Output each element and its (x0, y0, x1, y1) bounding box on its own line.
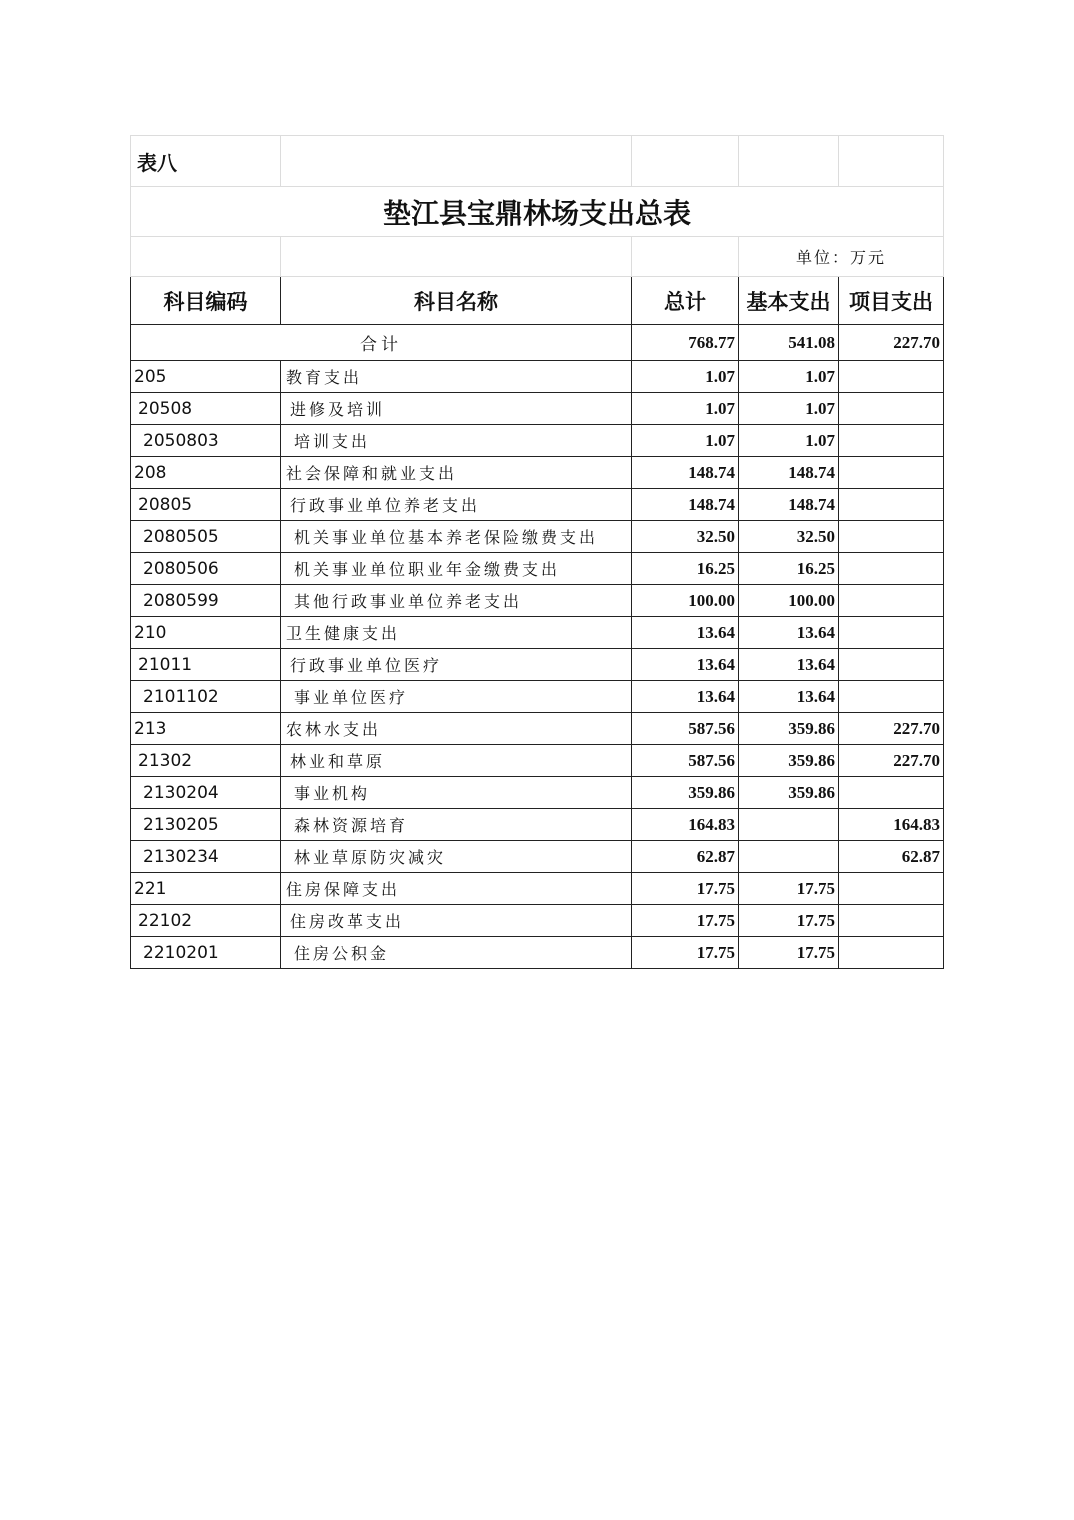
total-amount-cell: 148.74 (632, 489, 739, 521)
header-total: 总计 (632, 277, 739, 325)
basic-amount-cell (739, 841, 839, 873)
basic-amount-cell: 13.64 (739, 681, 839, 713)
account-code-cell: 210 (131, 617, 281, 649)
table-row (131, 681, 944, 713)
sheet-label-row (131, 136, 944, 187)
total-amount-cell: 587.56 (632, 745, 739, 777)
basic-amount-cell: 148.74 (739, 489, 839, 521)
table-row (131, 745, 944, 777)
total-basic: 541.08 (739, 325, 839, 361)
unit-row (131, 237, 944, 277)
table-row (131, 553, 944, 585)
project-amount-cell (839, 361, 944, 393)
table-row (131, 841, 944, 873)
basic-amount-cell: 359.86 (739, 745, 839, 777)
table-row (131, 393, 944, 425)
header-row (131, 277, 944, 325)
account-code-cell: 21302 (131, 745, 281, 777)
total-amount-cell: 1.07 (632, 393, 739, 425)
project-amount-cell (839, 937, 944, 969)
table-row (131, 937, 944, 969)
basic-amount-cell: 359.86 (739, 713, 839, 745)
project-amount-cell (839, 553, 944, 585)
project-amount-cell (839, 457, 944, 489)
project-amount-cell (839, 777, 944, 809)
total-amount-cell: 359.86 (632, 777, 739, 809)
account-code-cell: 2130205 (131, 809, 281, 841)
account-name-cell: 行政事业单位养老支出 (281, 489, 632, 521)
basic-amount-cell: 1.07 (739, 361, 839, 393)
account-name-cell: 培训支出 (281, 425, 632, 457)
table-row (131, 649, 944, 681)
table-row (131, 905, 944, 937)
account-name-cell: 事业机构 (281, 777, 632, 809)
table-row (131, 457, 944, 489)
total-amount-cell: 32.50 (632, 521, 739, 553)
account-code-cell: 2080505 (131, 521, 281, 553)
account-code-cell: 208 (131, 457, 281, 489)
project-amount-cell: 227.70 (839, 713, 944, 745)
page-title: 垫江县宝鼎林场支出总表 (131, 187, 944, 237)
account-code-cell: 20508 (131, 393, 281, 425)
project-amount-cell: 227.70 (839, 745, 944, 777)
total-total: 768.77 (632, 325, 739, 361)
account-code-cell: 2210201 (131, 937, 281, 969)
project-amount-cell (839, 521, 944, 553)
account-name-cell: 社会保障和就业支出 (281, 457, 632, 489)
basic-amount-cell: 17.75 (739, 873, 839, 905)
header-project: 项目支出 (839, 277, 944, 325)
table-row (131, 585, 944, 617)
table-row (131, 777, 944, 809)
account-code-cell: 22102 (131, 905, 281, 937)
header-code: 科目编码 (131, 277, 281, 325)
account-name-cell: 进修及培训 (281, 393, 632, 425)
basic-amount-cell: 17.75 (739, 937, 839, 969)
total-amount-cell: 16.25 (632, 553, 739, 585)
basic-amount-cell: 13.64 (739, 649, 839, 681)
account-name-cell: 行政事业单位医疗 (281, 649, 632, 681)
table-row (131, 617, 944, 649)
account-code-cell: 2050803 (131, 425, 281, 457)
unit-label: 单位：万元 (739, 237, 944, 277)
total-amount-cell: 13.64 (632, 617, 739, 649)
table-row (131, 489, 944, 521)
basic-amount-cell: 13.64 (739, 617, 839, 649)
account-code-cell: 2130204 (131, 777, 281, 809)
account-name-cell: 住房改革支出 (281, 905, 632, 937)
total-amount-cell: 100.00 (632, 585, 739, 617)
account-code-cell: 221 (131, 873, 281, 905)
project-amount-cell (839, 905, 944, 937)
basic-amount-cell: 16.25 (739, 553, 839, 585)
title-row (131, 187, 944, 237)
account-name-cell: 住房保障支出 (281, 873, 632, 905)
account-code-cell: 2080506 (131, 553, 281, 585)
total-amount-cell: 17.75 (632, 905, 739, 937)
basic-amount-cell: 1.07 (739, 425, 839, 457)
basic-amount-cell (739, 809, 839, 841)
account-name-cell: 森林资源培育 (281, 809, 632, 841)
total-amount-cell: 1.07 (632, 361, 739, 393)
account-name-cell: 教育支出 (281, 361, 632, 393)
account-name-cell: 机关事业单位职业年金缴费支出 (281, 553, 632, 585)
basic-amount-cell: 100.00 (739, 585, 839, 617)
account-name-cell: 住房公积金 (281, 937, 632, 969)
basic-amount-cell: 148.74 (739, 457, 839, 489)
project-amount-cell (839, 585, 944, 617)
total-row (131, 325, 944, 361)
basic-amount-cell: 17.75 (739, 905, 839, 937)
account-name-cell: 卫生健康支出 (281, 617, 632, 649)
total-amount-cell: 13.64 (632, 681, 739, 713)
table-row (131, 873, 944, 905)
project-amount-cell (839, 425, 944, 457)
total-amount-cell: 1.07 (632, 425, 739, 457)
total-amount-cell: 17.75 (632, 937, 739, 969)
basic-amount-cell: 359.86 (739, 777, 839, 809)
account-name-cell: 农林水支出 (281, 713, 632, 745)
project-amount-cell (839, 617, 944, 649)
sheet-label: 表八 (131, 136, 281, 187)
account-code-cell: 213 (131, 713, 281, 745)
total-amount-cell: 164.83 (632, 809, 739, 841)
total-amount-cell: 13.64 (632, 649, 739, 681)
basic-amount-cell: 32.50 (739, 521, 839, 553)
account-name-cell: 林业和草原 (281, 745, 632, 777)
account-name-cell: 其他行政事业单位养老支出 (281, 585, 632, 617)
total-project: 227.70 (839, 325, 944, 361)
expenditure-summary-sheet (130, 135, 944, 969)
header-basic: 基本支出 (739, 277, 839, 325)
total-amount-cell: 17.75 (632, 873, 739, 905)
account-code-cell: 20805 (131, 489, 281, 521)
project-amount-cell (839, 649, 944, 681)
project-amount-cell: 62.87 (839, 841, 944, 873)
header-name: 科目名称 (281, 277, 632, 325)
account-name-cell: 林业草原防灾减灾 (281, 841, 632, 873)
table-row (131, 521, 944, 553)
account-code-cell: 205 (131, 361, 281, 393)
project-amount-cell (839, 489, 944, 521)
total-label: 合计 (131, 325, 632, 361)
total-amount-cell: 587.56 (632, 713, 739, 745)
project-amount-cell (839, 873, 944, 905)
table-row (131, 713, 944, 745)
total-amount-cell: 62.87 (632, 841, 739, 873)
table-row (131, 809, 944, 841)
account-code-cell: 2080599 (131, 585, 281, 617)
account-code-cell: 2130234 (131, 841, 281, 873)
table-row (131, 361, 944, 393)
account-code-cell: 21011 (131, 649, 281, 681)
project-amount-cell (839, 393, 944, 425)
basic-amount-cell: 1.07 (739, 393, 839, 425)
total-amount-cell: 148.74 (632, 457, 739, 489)
account-name-cell: 机关事业单位基本养老保险缴费支出 (281, 521, 632, 553)
account-name-cell: 事业单位医疗 (281, 681, 632, 713)
account-code-cell: 2101102 (131, 681, 281, 713)
project-amount-cell: 164.83 (839, 809, 944, 841)
table-row (131, 425, 944, 457)
project-amount-cell (839, 681, 944, 713)
